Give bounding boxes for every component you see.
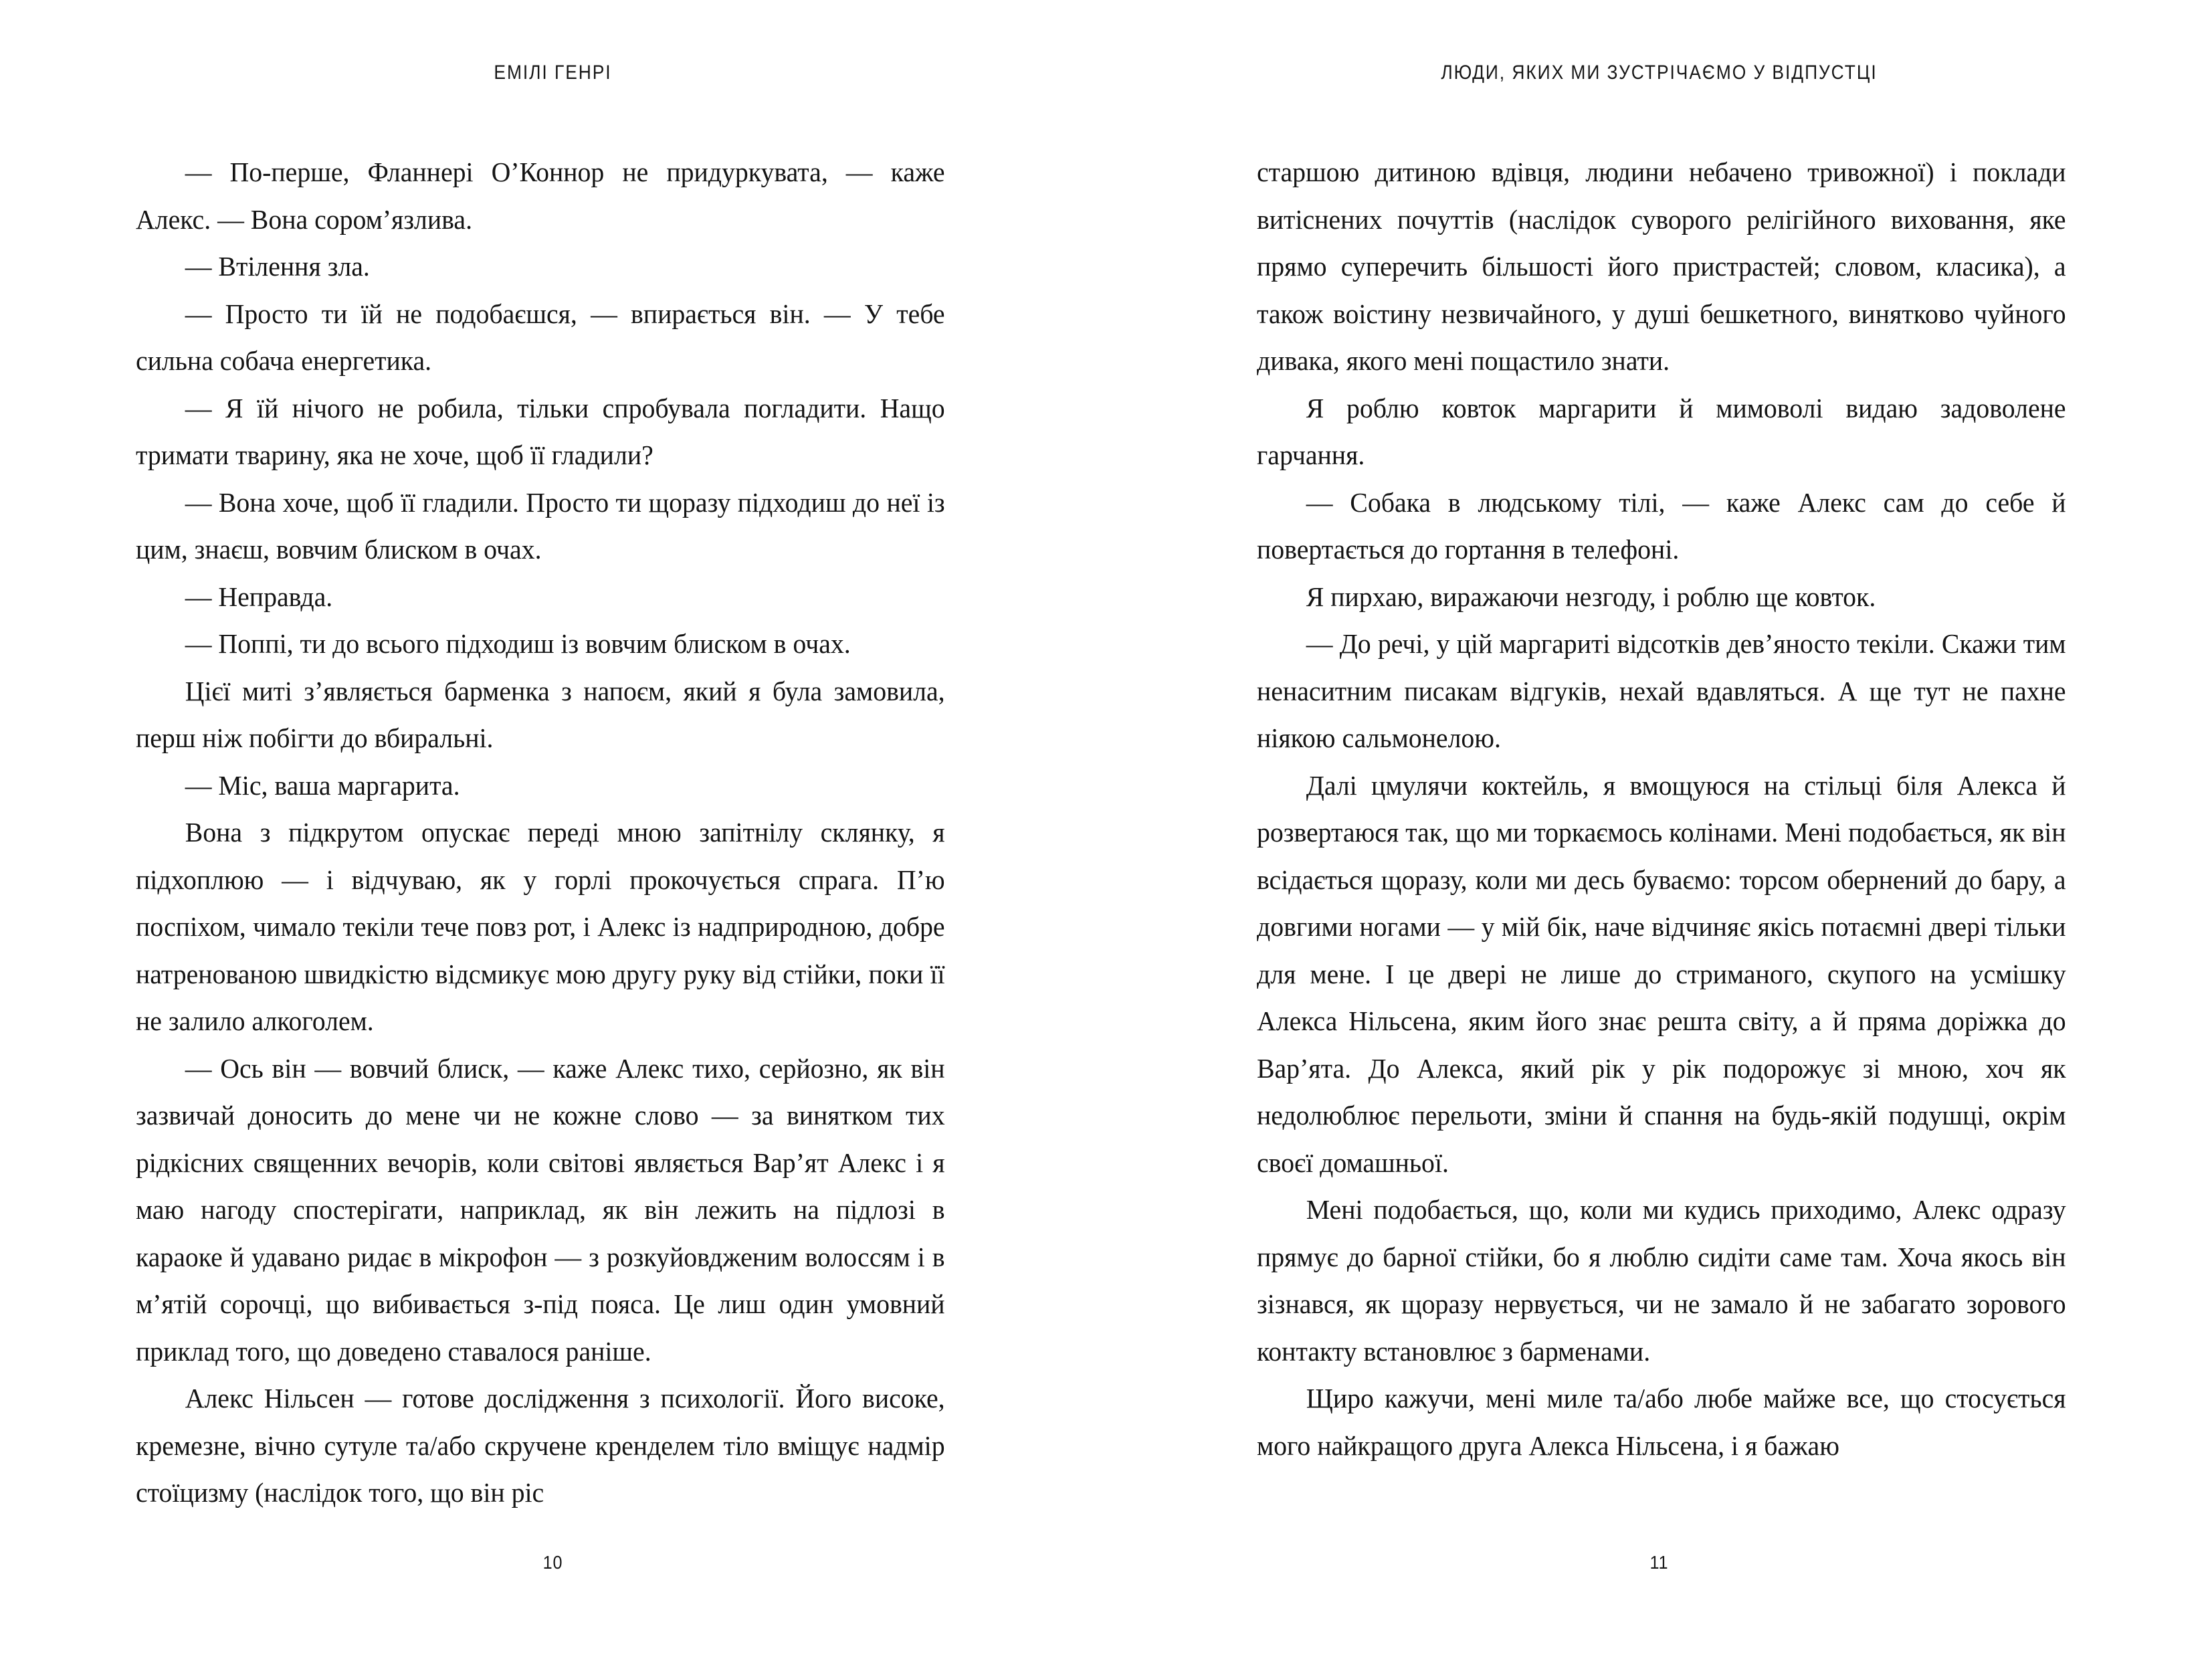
paragraph: — До речі, у цій маргариті відсотків дев’яносто текіли. Скажи тим ненаситним писакам відгуків, нехай вдавляться. А ще тут не пахне ніякою сальмонелою. xyxy=(1257,628,2066,753)
paragraph: Я пирхаю, виражаючи незгоду, і роблю ще ковток. xyxy=(1306,581,1876,612)
paragraph: — Поппі, ти до всього підходиш із вовчим блиском в очах. xyxy=(185,628,851,659)
page-right xyxy=(1106,0,2212,1659)
paragraph: — Втілення зла. xyxy=(185,251,370,282)
paragraph: Щиро кажучи, мені миле та/або любе майже все, що стосується мого найкращого друга Алекса Нільсена, і я бажаю xyxy=(1257,1383,2066,1461)
paragraph: Вона з підкрутом опускає переді мною запітнілу склянку, я підхоплюю — і відчуваю, як у горлі прокочується спрага. П’ю поспіхом, чимало текіли тече повз рот, і Алекс із надприродною, добре натренованою швидкістю відсмикує мою другу руку від стійки, поки її не залило алкоголем. xyxy=(136,817,945,1036)
paragraph: — Вона хоче, щоб її гладили. Просто ти щоразу підходиш до неї із цим, знаєш, вовчим блиском в очах. xyxy=(136,486,945,565)
paragraph: — Собака в людському тілі, — каже Алекс сам до себе й повертається до гортання в телефоні. xyxy=(1257,486,2066,565)
paragraph: — По-перше, Фланнері О’Коннор не придуркувата, — каже Алекс. — Вона сором’язлива. xyxy=(136,157,945,235)
running-head-left: ЕМІЛІ ГЕНРІ xyxy=(494,62,612,84)
paragraph: Цієї миті з’являється барменка з напоєм, який я була замовила, перш ніж побігти до вбиральні. xyxy=(136,675,945,753)
paragraph: — Просто ти їй не подобаєшся, — впирається він. — У тебе сильна собача енергетика. xyxy=(136,298,945,376)
paragraph: — Ось він — вовчий блиск, — каже Алекс тихо, серйозно, як він зазвичай доносить до мене чи не кожне слово — за винятком тих рідкісних священних вечорів, коли світові являється Вар’ят Алекс і я маю нагоду спостерігати, наприклад, як він лежить на підлозі в караоке й удавано ридає в мікрофон — з розкуйовдженим волоссям і в м’ятій сорочці, що вибивається з-під пояса. Це лиш один умовний приклад того, що доведено ставалося раніше. xyxy=(136,1052,945,1367)
paragraph: Мені подобається, що, коли ми кудись приходимо, Алекс одразу прямує до барної стійки, бо я люблю сидіти саме там. Хоча якось він зізнався, як щоразу нервується, чи не замало й не забагато зорового контакту встановлює з барменами. xyxy=(1257,1194,2066,1367)
paragraph: — Я їй нічого не робила, тільки спробувала погладити. Нащо тримати тварину, яка не хоче, щоб її гладили? xyxy=(136,392,945,470)
paragraph: — Неправда. xyxy=(185,581,333,612)
paragraph: старшою дитиною вдівця, людини небачено тривожної) і поклади витіснених почуттів (наслідок суворого релігійного виховання, яке прямо суперечить більшості його пристрастей; словом, класика), а також воістину незвичайного, у душі бешкетного, винятково чуйного дивака, якого мені пощастило знати. xyxy=(1257,157,2066,376)
page-number-right: 11 xyxy=(1649,1552,1669,1573)
paragraph: Алекс Нільсен — готове дослідження з психології. Його високе, кремезне, вічно сутуле та/або скручене кренделем тіло вміщує надмір стоїцизму (наслідок того, що він ріс xyxy=(136,1383,945,1508)
paragraph: — Міс, ваша маргарита. xyxy=(185,769,460,801)
body-text-left xyxy=(136,149,970,1517)
page-number-left: 10 xyxy=(542,1552,563,1573)
paragraph: Далі цмулячи коктейль, я вмощуюся на стільці біля Алекса й розвертаюся так, що ми торкаємось колінами. Мені подобається, як він всідається щоразу, коли ми десь буваємо: торсом обернений до бару, а довгими ногами — у мій бік, наче відчиняє якісь потаємні двері тільки для мене. І це двері не лише до стриманого, скупого на усмішку Алекса Нільсена, яким його знає решта світу, а й пряма доріжка до Вар’ята. До Алекса, який рік у рік подорожує зі мною, хоч як недолюблює перельоти, зміни й спання на будь-якій подушці, окрім своєї домашньої. xyxy=(1257,769,2066,1178)
body-text-right xyxy=(1257,149,2091,1469)
running-head-right: ЛЮДИ, ЯКИХ МИ ЗУСТРІЧАЄМО У ВІДПУСТЦІ xyxy=(1441,62,1878,84)
paragraph: Я роблю ковток маргарити й мимоволі видаю задоволене гарчання. xyxy=(1257,392,2066,470)
